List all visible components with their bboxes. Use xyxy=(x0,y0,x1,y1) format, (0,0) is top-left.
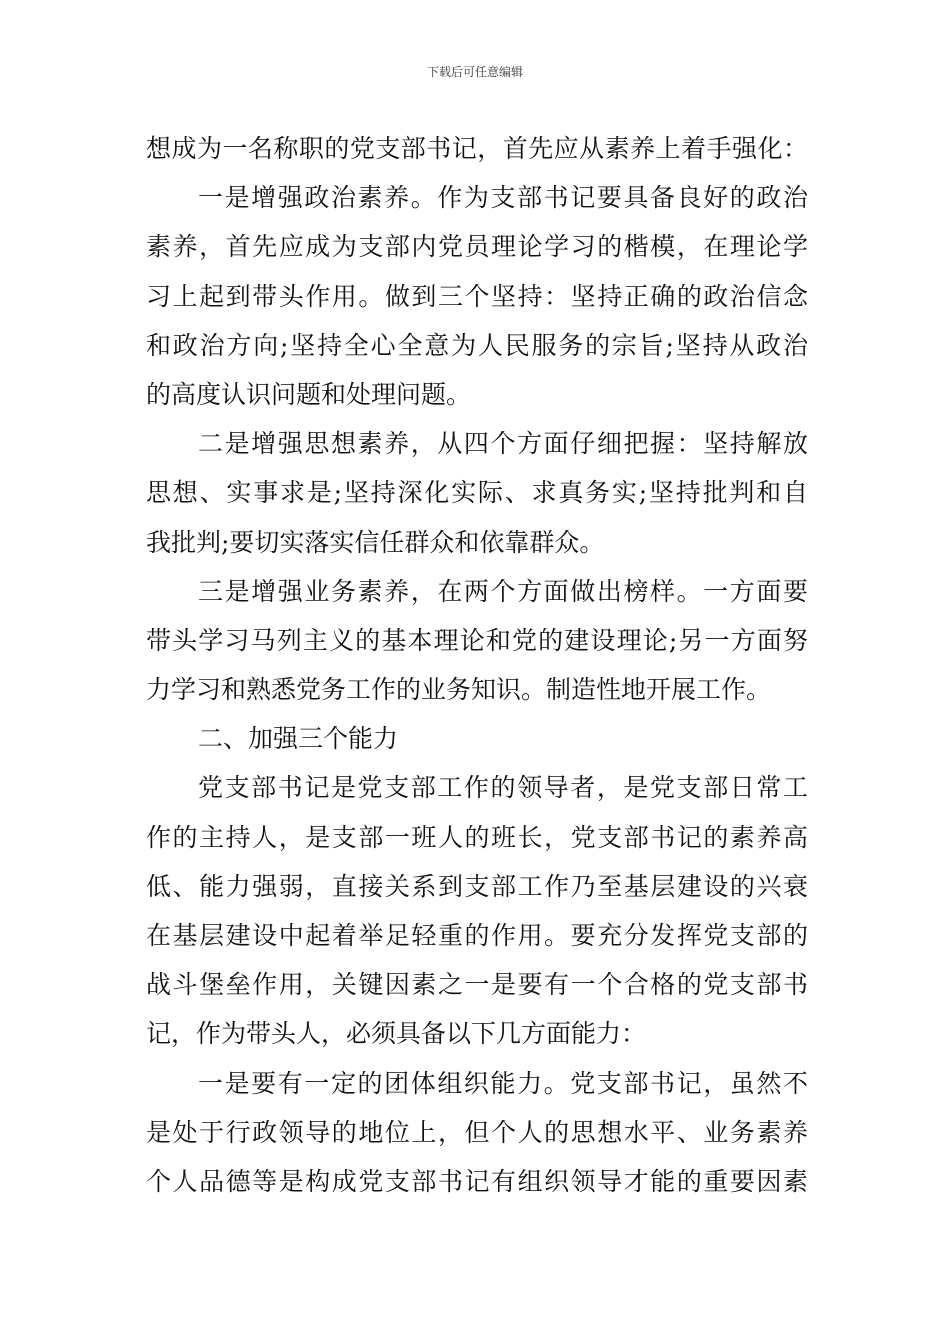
text-line: 带头学习马列主义的基本理论和党的建设理论;另一方面努 xyxy=(146,625,808,655)
text-line: 战斗堡垒作用，关键因素之一是要有一个合格的党支部书 xyxy=(146,970,808,1000)
text-line: 是处于行政领导的地位上，但个人的思想水平、业务素养 xyxy=(146,1117,808,1147)
text-line: 思想、实事求是;坚持深化实际、求真务实;坚持批判和自 xyxy=(146,478,808,508)
text-line: 想成为一名称职的党支部书记，首先应从素养上着手强化： xyxy=(146,134,808,163)
page-header: 下载后可任意编辑 xyxy=(426,65,523,79)
text-line: 记，作为带头人，必须具备以下几方面能力： xyxy=(146,1019,647,1049)
text-line: 和政治方向;坚持全心全意为人民服务的宗旨;坚持从政治 xyxy=(146,330,808,360)
text-line: 习上起到带头作用。做到三个坚持：坚持正确的政治信念 xyxy=(146,281,808,311)
section-heading: 二、加强三个能力 xyxy=(198,724,399,754)
text-line: 一是增强政治素养。作为支部书记要具备良好的政治 xyxy=(198,183,808,213)
text-line: 一是要有一定的团体组织能力。党支部书记，虽然不 xyxy=(198,1068,808,1098)
text-line: 作的主持人，是支部一班人的班长，党支部书记的素养高 xyxy=(146,822,808,852)
document-body xyxy=(146,124,808,1206)
text-line: 我批判;要切实落实信任群众和依靠群众。 xyxy=(146,527,605,557)
text-line: 党支部书记是党支部工作的领导者，是党支部日常工 xyxy=(198,773,808,803)
text-line: 二是增强思想素养，从四个方面仔细把握：坚持解放 xyxy=(198,429,808,459)
text-line: 的高度认识问题和处理问题。 xyxy=(146,379,472,409)
text-line: 个人品德等是构成党支部书记有组织领导才能的重要因素 xyxy=(146,1166,808,1196)
text-line: 低、能力强弱，直接关系到支部工作乃至基层建设的兴衰 xyxy=(146,871,808,901)
text-line: 三是增强业务素养，在两个方面做出榜样。一方面要 xyxy=(198,576,808,606)
text-line: 力学习和熟悉党务工作的业务知识。制造性地开展工作。 xyxy=(146,675,772,705)
text-line: 在基层建设中起着举足轻重的作用。要充分发挥党支部的 xyxy=(146,921,808,950)
text-line: 素养，首先应成为支部内党员理论学习的楷模，在理论学 xyxy=(146,232,808,262)
